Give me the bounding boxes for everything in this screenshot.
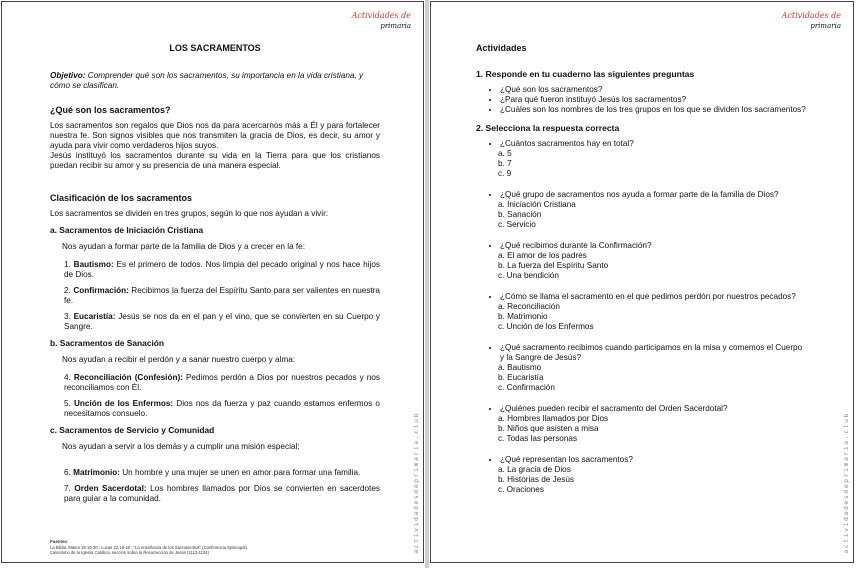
sacrament-name: Eucaristía: (73, 312, 116, 321)
list-item (64, 260, 380, 280)
answer-option: a. Iniciación Cristiana (498, 200, 576, 209)
sacrament-list (50, 373, 380, 419)
sacrament-description: Un hombre y una mujer se unen en amor para formar una familia. (119, 468, 361, 477)
sacrament-description: Es el primero de todos. Nos limpia del pecado original y nos hace hijos de Dios. (64, 260, 380, 279)
sacrament-description: Los hombres llamados por Dios se convierten en sacerdotes para guiar a la comunidad. (64, 484, 380, 503)
question-text: • ¿Quiénes pueden recibir el sacramento del Orden Sacerdotal? (500, 404, 806, 414)
sacrament-name: Unción de los Enfermos: (74, 399, 174, 408)
corner-label (352, 10, 411, 32)
answer-option: b. 7 (498, 159, 512, 168)
sacrament-description: Pedimos perdón a Dios por nuestros pecados y nos reconciliamos con Él. (64, 373, 381, 392)
item-number: 7. (64, 484, 71, 493)
item-number: 4. (64, 373, 71, 382)
corner-label-line2: primaria (380, 22, 411, 30)
answer-option: c. 9 (498, 169, 512, 178)
group-heading: a. Sacramentos de Iniciación Cristiana (50, 225, 204, 235)
quiz-question (476, 190, 806, 230)
item-number: 5. (64, 399, 71, 408)
list-item: • ¿Cuáles son los nombres de los tres grupos en los que se dividen los sacramentos? (500, 105, 806, 115)
list-item: • ¿Qué son los sacramentos? (500, 85, 806, 95)
answer-option: c. Una bendición (498, 271, 559, 280)
answer-option: a. La gracia de Dios (498, 465, 571, 474)
item-number: 6. (64, 468, 71, 477)
right-content (476, 43, 806, 506)
what-heading: ¿Qué son los sacramentos? (50, 105, 171, 115)
answer-option: b. Sanación (498, 210, 542, 219)
sacrament-name: Matrimonio: (73, 468, 120, 477)
sacrament-description: Dios nos da fuerza y paz cuando estamos enfermos o necesitamos consuelo. (64, 399, 380, 418)
classification-intro: Los sacramentos se dividen en tres grupos, según lo que nos ayudan a vivir: (50, 209, 329, 218)
group-heading: b. Sacramentos de Sanación (50, 338, 165, 348)
answer-option: b. Niños que asisten a misa (498, 424, 599, 433)
quiz-question (476, 343, 806, 393)
answer-option: c. Unción de los Enfermos (498, 322, 594, 331)
section-heading: 1. Responde en tu cuaderno las siguientes preguntas (476, 69, 695, 79)
question-text: • ¿Qué sacramento recibimos cuando participamos en la misa y comemos el Cuerpo y la Sangre de Jesús? (500, 343, 806, 363)
sacrament-name: Confirmación: (73, 286, 129, 295)
what-paragraph-1: Los sacramentos son regalos que Dios nos da para acercarnos más a Él y para fortalecer nuestra fe. Son signos visibles que nos transmiten la gracia de Dios, es decir, su amor y ayuda para vivir como verdaderos hijos suyos. (50, 121, 380, 150)
sources-line-1: La Biblia: Mateo 28:19-20 ; Lucas 22:19-20 ; "La enseñanza de los Sacramentos" (Conferencia Episcopal). (50, 544, 249, 550)
corner-label (782, 10, 841, 32)
page-title: LOS SACRAMENTOS (169, 43, 261, 53)
list-item (64, 399, 380, 419)
answer-option: a. El amor de los padres (498, 251, 587, 260)
list-item (64, 468, 380, 478)
section-heading: 2. Selecciona la respuesta correcta (476, 123, 620, 133)
vertical-watermark: actividadesdeprimaria.club (412, 412, 420, 554)
sacrament-description: Recibimos la fuerza del Espíritu Santo para ser valientes en nuestra fe. (64, 286, 380, 305)
group-intro: Nos ayudan a recibir el perdón y a sanar nuestro cuerpo y alma: (62, 355, 296, 364)
group-intro: Nos ayudan a servir a los demás y a cumplir una misión especial: (62, 442, 300, 451)
activities-title: Actividades (476, 43, 527, 53)
quiz-question (476, 455, 806, 495)
left-content (50, 43, 380, 510)
question-text: • ¿Qué representan los sacramentos? (500, 455, 806, 465)
vertical-watermark: actividadesdeprimaria.club (842, 412, 850, 554)
objective (50, 71, 380, 91)
item-number: 2. (64, 286, 71, 295)
list-item: • ¿Para qué fueron instituyó Jesús los sacramentos? (500, 95, 806, 105)
sacrament-name: Bautismo: (73, 260, 114, 269)
question-list (476, 85, 806, 115)
answer-option: c. Oraciones (498, 485, 544, 494)
quiz-question (476, 139, 806, 179)
corner-label-line1: Actividades de (781, 11, 841, 20)
sacrament-description: Jesús se nos da en el pan y el vino, que se convierten en su Cuerpo y Sangre. (64, 312, 381, 331)
sacrament-name: Orden Sacerdotal: (74, 484, 147, 493)
quiz-question (476, 404, 806, 444)
sources-footnote (50, 539, 380, 556)
corner-label-line2: primaria (810, 22, 841, 30)
answer-option: b. Eucaristía (498, 373, 544, 382)
item-number: 1. (64, 260, 71, 269)
question-text: • ¿Qué recibimos durante la Confirmación? (500, 241, 806, 251)
sacrament-name: Reconciliación (Confesión): (73, 373, 183, 382)
answer-option: a. 5 (498, 149, 512, 158)
answer-option: a. Bautismo (498, 363, 542, 372)
answer-option: b. La fuerza del Espíritu Santo (498, 261, 609, 270)
quiz-question (476, 292, 806, 332)
answer-option: c. Servicio (498, 220, 536, 229)
item-number: 3. (64, 312, 71, 321)
question-text: • ¿Cómo se llama el sacramento en el que pedimos perdón por nuestros pecados? (500, 292, 806, 302)
sacrament-list (50, 468, 380, 504)
objective-text: Comprender qué son los sacramentos, su importancia en la vida cristiana, y cómo se clasifican. (50, 71, 364, 90)
answer-option: c. Confirmación (498, 383, 555, 392)
question-text: • ¿Cuántos sacramentos hay en total? (500, 139, 806, 149)
question-text: • ¿Qué grupo de sacramentos nos ayuda a formar parte de la familia de Dios? (500, 190, 806, 200)
what-paragraph-2: Jesús instituyó los sacramentos durante su vida en la Tierra para que los cristianos puedan recibir su amor y su presencia de una manera especial. (50, 151, 380, 170)
quiz-question (476, 241, 806, 281)
list-item (64, 312, 380, 332)
sources-line-2: Catecismo de la Iglesia Católica, sección sobre la Resurrección de Jesús (1113-1134) (50, 550, 209, 556)
group-heading: c. Sacramentos de Servicio y Comunidad (50, 425, 215, 435)
answer-option: b. Historias de Jesús (498, 475, 574, 484)
document-page-left (1, 1, 424, 563)
list-item (64, 484, 380, 504)
page-gutter (425, 0, 429, 568)
classification-heading: Clasificación de los sacramentos (50, 193, 193, 203)
list-item (64, 373, 380, 393)
group-intro: Nos ayudan a formar parte de la familia de Dios y a crecer en la fe: (62, 242, 306, 251)
list-item (64, 286, 380, 306)
objective-label: Objetivo: (50, 71, 86, 80)
corner-label-line1: Actividades de (351, 11, 411, 20)
sacrament-list (50, 260, 380, 332)
answer-option: c. Todas las personas (498, 434, 578, 443)
answer-option: b. Matrimonio (498, 312, 548, 321)
answer-option: a. Hombres llamados por Dios (498, 414, 609, 423)
answer-option: a. Reconciliación (498, 302, 560, 311)
document-page-right (430, 1, 854, 563)
sources-label: Fuentes: (50, 539, 69, 545)
